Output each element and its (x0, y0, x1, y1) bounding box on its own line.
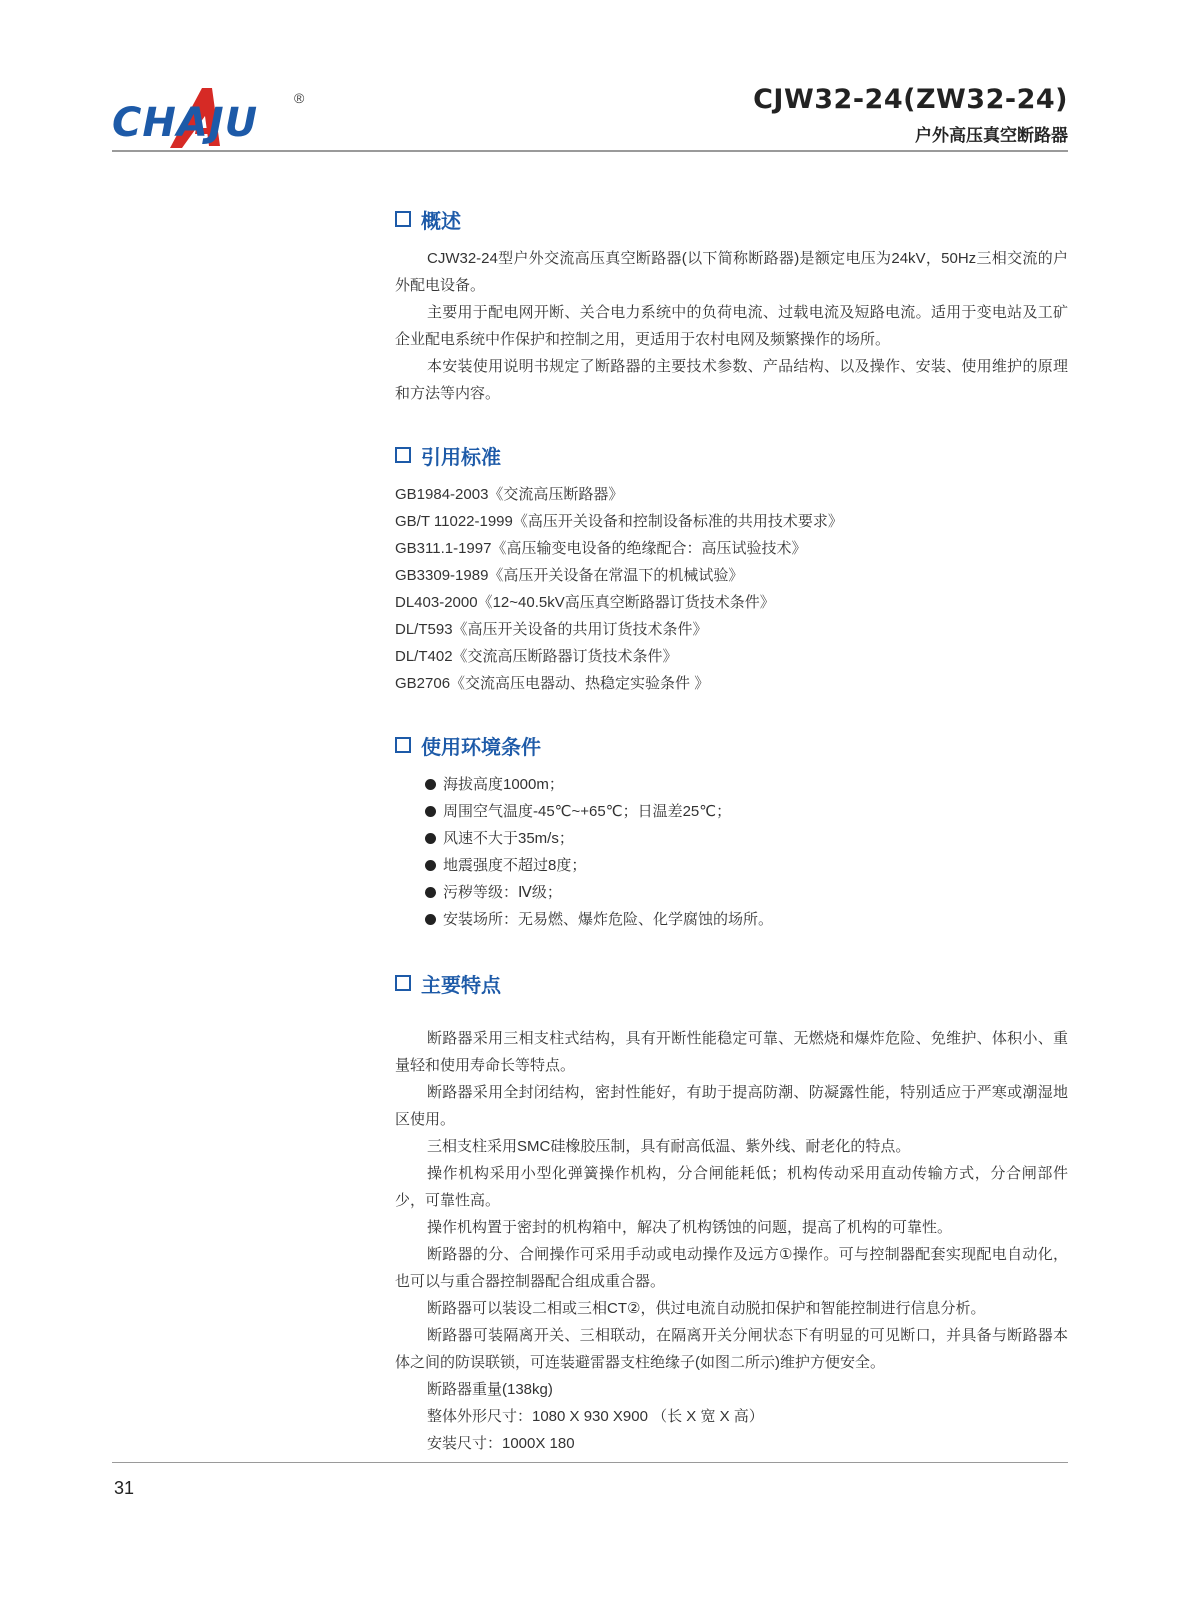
bullet-dot-icon (425, 779, 436, 790)
main-content (395, 205, 1068, 1457)
list-item-text: 污秽等级：Ⅳ级； (443, 884, 562, 901)
section-environment (395, 731, 1068, 933)
list-item: DL/T593《高压开关设备的共用订货技术条件》 (395, 621, 708, 638)
list-item: GB2706《交流高压电器动、热稳定实验条件 》 (395, 675, 710, 692)
list-item: GB311.1-1997《高压输变电设备的绝缘配合：高压试验技术》 (395, 540, 807, 557)
list-item (395, 879, 1068, 906)
list-item: DL403-2000《12~40.5kV高压真空断路器订货技术条件》 (395, 594, 775, 611)
section-title: 引用标准 (421, 444, 501, 469)
paragraph: 断路器的分、合闸操作可采用手动或电动操作及远方①操作。可与控制器配套实现配电自动化，也可以与重合器控制器配合组成重合器。 (395, 1246, 1068, 1290)
list-item (395, 825, 1068, 852)
paragraph: 操作机构置于密封的机构箱中，解决了机构锈蚀的问题，提高了机构的可靠性。 (427, 1219, 953, 1236)
square-bullet-icon (395, 975, 411, 991)
paragraph: 断路器可装隔离开关、三相联动，在隔离开关分闸状态下有明显的可见断口，并具备与断路器本体之间的防误联锁，可连装避雷器支柱绝缘子(如图二所示)维护方便安全。 (395, 1327, 1068, 1371)
paragraph: 操作机构采用小型化弹簧操作机构，分合闸能耗低；机构传动采用直动传输方式，分合闸部件少，可靠性高。 (395, 1165, 1068, 1209)
brand-name: CHAJU (112, 100, 259, 146)
section-heading (395, 731, 1068, 759)
paragraph: 断路器采用三相支柱式结构，具有开断性能稳定可靠、无燃烧和爆炸危险、免维护、体积小、重量轻和使用寿命长等特点。 (395, 1030, 1068, 1074)
square-bullet-icon (395, 447, 411, 463)
square-bullet-icon (395, 211, 411, 227)
list-item-text: 安装场所：无易燃、爆炸危险、化学腐蚀的场所。 (443, 911, 774, 928)
bullet-dot-icon (425, 914, 436, 925)
product-name: 户外高压真空断路器 (915, 126, 1068, 146)
list-item: GB1984-2003《交流高压断路器》 (395, 486, 624, 503)
list-item (395, 852, 1068, 879)
paragraph: 断路器重量(138kg) (427, 1381, 553, 1398)
environment-list (395, 771, 1068, 933)
paragraph: 断路器采用全封闭结构，密封性能好，有助于提高防潮、防凝露性能，特别适应于严寒或潮湿地区使用。 (395, 1084, 1068, 1128)
section-title: 使用环境条件 (421, 734, 541, 759)
list-item-text: 海拔高度1000m； (443, 776, 564, 793)
section-standards (395, 441, 1068, 697)
section-heading (395, 969, 1068, 997)
list-item-text: 风速不大于35m/s； (443, 830, 574, 847)
paragraph: 整体外形尺寸：1080 X 930 X900 （长 X 宽 X 高） (427, 1408, 764, 1425)
header-divider (112, 150, 1068, 152)
bullet-dot-icon (425, 833, 436, 844)
list-item: GB3309-1989《高压开关设备在常温下的机械试验》 (395, 567, 744, 584)
list-item (395, 798, 1068, 825)
square-bullet-icon (395, 737, 411, 753)
list-item (395, 906, 1068, 933)
section-title: 主要特点 (421, 972, 501, 997)
paragraph: 主要用于配电网开断、关合电力系统中的负荷电流、过载电流及短路电流。适用于变电站及工矿企业配电系统中作保护和控制之用，更适用于农村电网及频繁操作的场所。 (395, 304, 1068, 348)
list-item-text: 周围空气温度-45℃~+65℃；日温差25℃； (443, 803, 732, 820)
section-heading (395, 441, 1068, 469)
paragraph: 安装尺寸：1000X 180 (427, 1435, 575, 1452)
page-number: 31 (114, 1478, 135, 1498)
list-item: DL/T402《交流高压断路器订货技术条件》 (395, 648, 678, 665)
section-heading (395, 205, 1068, 233)
brand-logo (112, 84, 312, 156)
bullet-dot-icon (425, 806, 436, 817)
section-overview (395, 205, 1068, 407)
list-item (395, 771, 1068, 798)
paragraph: 三相支柱采用SMC硅橡胶压制，具有耐高低温、紫外线、耐老化的特点。 (427, 1138, 911, 1155)
product-model: CJW32-24(ZW32-24) (753, 84, 1068, 115)
list-item-text: 地震强度不超过8度； (443, 857, 587, 874)
footer-divider (112, 1462, 1068, 1463)
standards-list (395, 481, 1068, 697)
section-features (395, 969, 1068, 1457)
bullet-dot-icon (425, 887, 436, 898)
section-title: 概述 (421, 208, 461, 233)
list-item: GB/T 11022-1999《高压开关设备和控制设备标准的共用技术要求》 (395, 513, 843, 530)
paragraph: 本安装使用说明书规定了断路器的主要技术参数、产品结构、以及操作、安装、使用维护的原理和方法等内容。 (395, 358, 1068, 402)
bullet-dot-icon (425, 860, 436, 871)
registered-mark: ® (294, 90, 305, 106)
paragraph: CJW32-24型户外交流高压真空断路器(以下简称断路器)是额定电压为24kV，50Hz三相交流的户外配电设备。 (395, 250, 1068, 294)
paragraph: 断路器可以装设二相或三相CT②，供过电流自动脱扣保护和智能控制进行信息分析。 (427, 1300, 986, 1317)
